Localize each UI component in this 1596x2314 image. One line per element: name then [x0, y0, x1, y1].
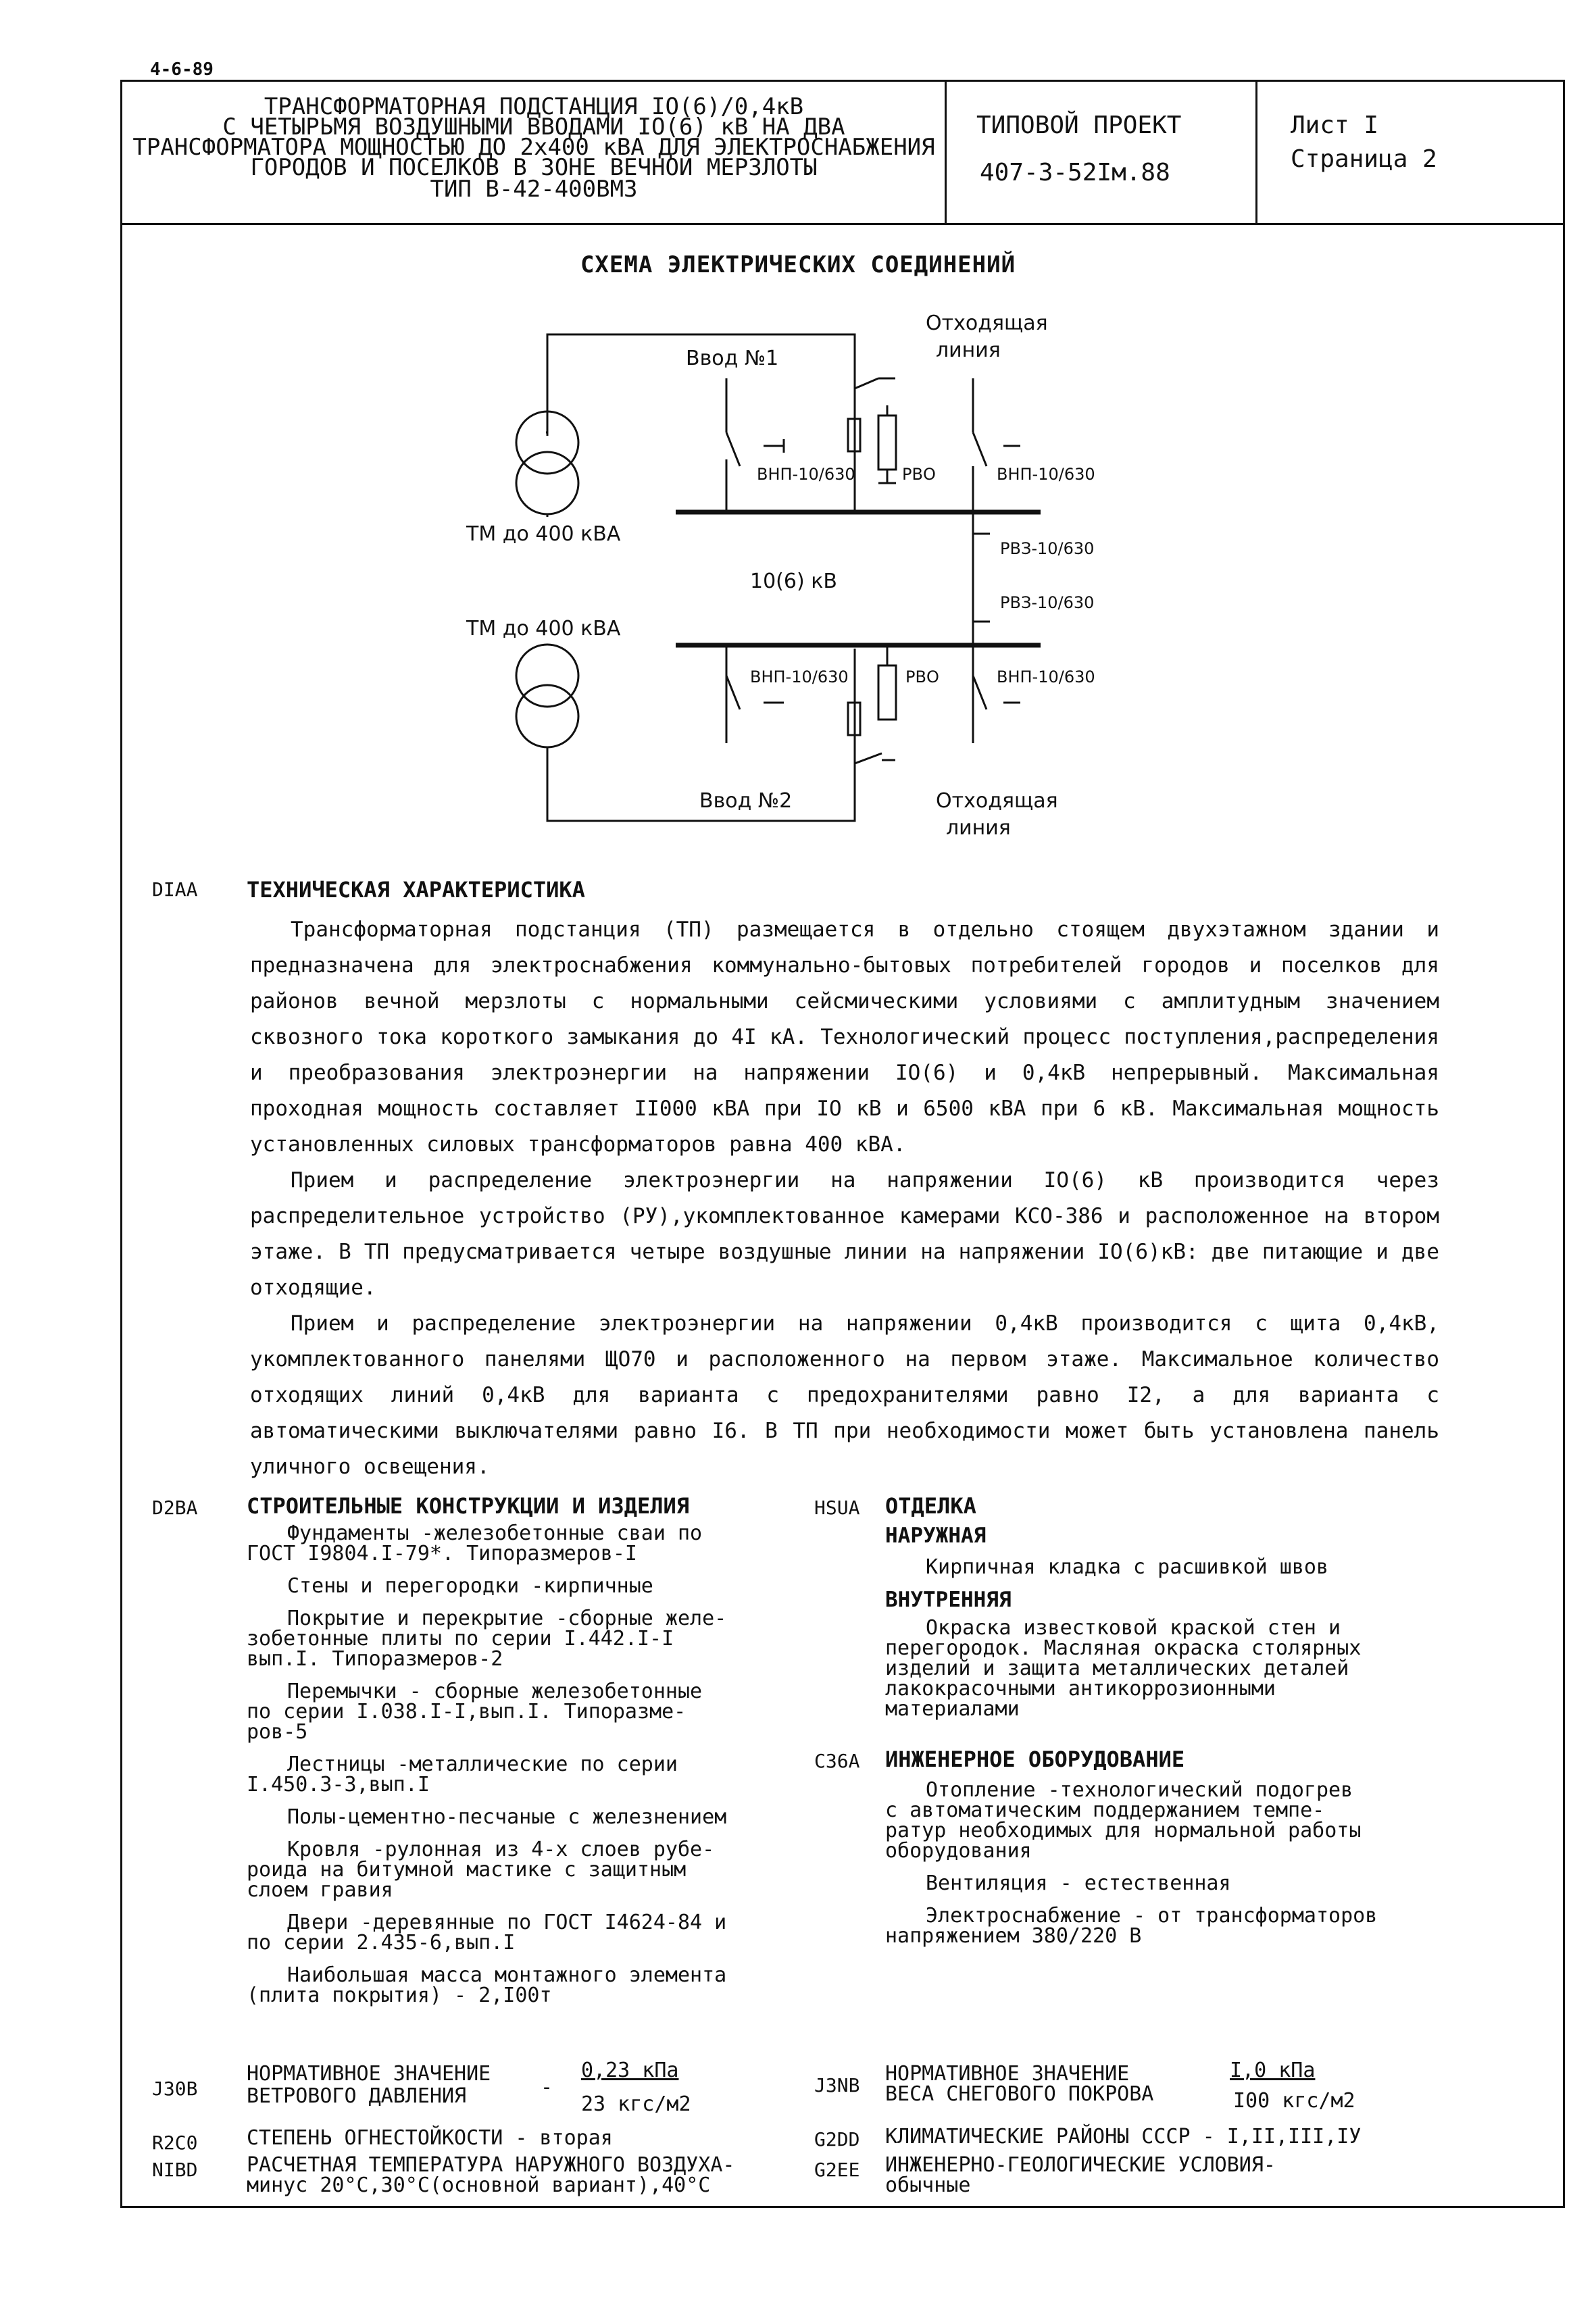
list-line: I.450.3-3,вып.I: [247, 1773, 430, 1796]
arrester-top: [878, 416, 896, 470]
list-item: [247, 1965, 814, 2006]
wind-value-kgs: 23 кгс/м2: [581, 2092, 691, 2116]
list-line: роида на битумной мастике с защитным: [247, 1858, 687, 1882]
list-item: [247, 1755, 814, 1795]
tech-description: [250, 912, 1439, 1485]
climate-code: G2DD: [814, 2128, 860, 2150]
list-item: [247, 1840, 814, 1901]
outgoing-line-top-2: линия: [936, 338, 1001, 362]
list-line: слоем гравия: [247, 1878, 393, 1902]
page-number: Страница 2: [1291, 145, 1437, 173]
title-line: ТРАНСФОРМАТОРНАЯ ПОДСТАНЦИЯ IO(6)/0,4кВ: [264, 93, 804, 120]
input-2-label: Ввод №2: [699, 789, 793, 813]
sheet-number: Лист I: [1291, 111, 1379, 139]
list-line: Двери -деревянные по ГОСТ I4624-84 и: [287, 1911, 727, 1934]
finishing-line: перегородок. Масляная окраска столярных: [885, 1636, 1362, 1660]
finishing-code: HSUA: [814, 1496, 860, 1519]
list-item: [885, 1873, 1493, 1894]
title-line: ГОРОДОВ И ПОСЕЛКОВ В ЗОНЕ ВЕЧНОЙ МЕРЗЛОТЫ: [250, 154, 818, 181]
list-line: ратур необходимых для нормальной работы: [885, 1819, 1362, 1842]
schema-heading: СХЕМА ЭЛЕКТРИЧЕСКИХ СОЕДИНЕНИЙ: [580, 251, 1016, 278]
finishing-line: лакокрасочными антикоррозионными: [885, 1677, 1276, 1701]
title-line: ТИП В-42-400ВМЗ: [430, 176, 638, 203]
disconnector-label: РВЗ-10/630: [1000, 539, 1095, 558]
construction-list: [247, 1521, 814, 2018]
snow-value-kgs: I00 кгс/м2: [1233, 2089, 1355, 2113]
switch-label: ВНП-10/630: [997, 465, 1095, 484]
engineering-list: [885, 1780, 1493, 1959]
engineering-code: C36A: [814, 1750, 860, 1772]
transformer-bottom-label: ТМ до 400 кВА: [466, 617, 621, 640]
transformer-top-winding-2: [516, 452, 578, 514]
list-line: Перемычки - сборные железобетонные: [287, 1680, 703, 1703]
transformer-bottom-winding-2: [516, 685, 578, 747]
project-code: 407-3-52Iм.88: [980, 159, 1170, 186]
geo-text: ИНЖЕНЕРНО-ГЕОЛОГИЧЕСКИЕ УСЛОВИЯ-: [885, 2153, 1276, 2177]
tech-title: ТЕХНИЧЕСКАЯ ХАРАКТЕРИСТИКА: [247, 877, 585, 903]
list-line: напряжением 380/220 В: [885, 1924, 1142, 1948]
title-line: ТРАНСФОРМАТОРА МОЩНОСТЬЮ ДО 2х400 кВА ДЛЯ ЭЛЕКТРОСНАБЖЕНИЯ: [132, 134, 935, 161]
list-line: ров-5: [247, 1720, 308, 1744]
list-line: Отопление -технологический подогрев: [926, 1778, 1353, 1802]
list-line: оборудования: [885, 1839, 1032, 1863]
tech-paragraph: Трансформаторная подстанция (ТП) размещается в отдельно стоящем двухэтажном здании и предназначена для электроснабжения коммунально-бытовых потребителей городов и поселков для районов вечной мерзлоты с нормальными сейсмическими условиями с амплитудным значением сквозного тока короткого замыкания до 4I кА. Технологический процесс поступления,распределения и преобразования электроэнергии на напряжении IO(6) и 0,4кВ непрерывный. Максимальная проходная мощность составляет II000 кВА при IO кВ и 6500 кВА при 6 кВ. Максимальная мощность установленных силовых трансформаторов равна 400 кВА.: [250, 917, 1439, 1157]
geo-text: обычные: [885, 2173, 971, 2197]
wind-dash: -: [541, 2076, 553, 2099]
list-line: по серии I.038.I-I,вып.I. Типоразме-: [247, 1700, 687, 1724]
list-line: Вентиляция - естественная: [926, 1871, 1231, 1895]
arrester-label: РВО: [905, 668, 939, 686]
temp-code: NIBD: [152, 2159, 198, 2181]
list-line: Кровля -рулонная из 4-х слоев рубе-: [287, 1838, 715, 1861]
arrester-bottom: [878, 665, 896, 720]
list-line: Стены и перегородки -кирпичные: [287, 1574, 653, 1598]
list-line: Полы-цементно-песчаные с железнением: [287, 1805, 727, 1829]
list-line: Лестницы -металлические по серии: [287, 1753, 678, 1776]
wind-value: 0,23 кПа: [581, 2059, 679, 2082]
switch-label: ВНП-10/630: [757, 465, 855, 484]
temp-text: минус 20°С,30°С(основной вариант),40°С: [247, 2173, 711, 2197]
switch-blade: [726, 432, 740, 466]
tech-code: DIAA: [152, 878, 198, 901]
list-item: [885, 1780, 1493, 1861]
finishing-outer-text: Кирпичная кладка с расшивкой швов: [926, 1555, 1329, 1579]
list-line: Фундаменты -железобетонные сваи по: [287, 1521, 703, 1545]
wind-code: J30B: [152, 2078, 198, 2100]
list-item: [247, 1807, 814, 1828]
project-label: ТИПОВОЙ ПРОЕКТ: [976, 111, 1182, 139]
tech-paragraph: Прием и распределение электроэнергии на напряжении IO(6) кВ производится через распределительное устройство (РУ),укомплектованное камерами КСО-386 и расположенное на втором этаже. В ТП предусматривается четыре воздушные линии на напряжении IO(6)кВ: две питающие и две отходящие.: [250, 1168, 1439, 1300]
list-item: [247, 1576, 814, 1596]
list-line: Покрытие и перекрытие -сборные желе-: [287, 1607, 727, 1630]
list-item: [247, 1609, 814, 1669]
input-1-label: Ввод №1: [686, 347, 779, 370]
list-item: [247, 1521, 814, 1565]
fire-code: R2C0: [152, 2132, 198, 2154]
wind-label: НОРМАТИВНОЕ ЗНАЧЕНИЕ: [247, 2062, 491, 2086]
outgoing-line-top-1: Отходящая: [926, 311, 1048, 335]
arrester-label: РВО: [902, 465, 936, 484]
construction-title: СТРОИТЕЛЬНЫЕ КОНСТРУКЦИИ И ИЗДЕЛИЯ: [247, 1493, 690, 1519]
list-line: вып.I. Типоразмеров-2: [247, 1647, 503, 1671]
wind-label: ВЕТРОВОГО ДАВЛЕНИЯ: [247, 2084, 467, 2108]
list-line: по серии 2.435-6,вып.I: [247, 1931, 516, 1955]
switch-label: ВНП-10/630: [997, 668, 1095, 686]
temp-text: РАСЧЕТНАЯ ТЕМПЕРАТУРА НАРУЖНОГО ВОЗДУХА-: [247, 2153, 735, 2177]
finishing-inner-text: [885, 1618, 1493, 1719]
snow-code: J3NB: [814, 2074, 860, 2096]
transformer-bottom-winding-1: [516, 645, 578, 707]
finishing-line: Окраска известковой краской стен и: [926, 1616, 1341, 1640]
header-separator-1: [945, 80, 947, 224]
snow-label: НОРМАТИВНОЕ ЗНАЧЕНИЕ: [885, 2062, 1130, 2086]
construction-code: D2BA: [152, 1496, 198, 1519]
tech-paragraph: Прием и распределение электроэнергии на напряжении 0,4кВ производится с щита 0,4кВ, укомплектованного панелями ЩО70 и расположенного на первом этаже. Максимальное количество отходящих линий 0,4кВ для варианта с предохранителями равно I2, а для варианта с автоматическими выключателями равно I6. В ТП при необходимости может быть установлена панель уличного освещения.: [250, 1311, 1439, 1479]
finishing-inner-label: ВНУТРЕННЯЯ: [885, 1588, 1012, 1612]
list-line: с автоматическим поддержанием темпе-: [885, 1799, 1325, 1822]
list-item: [247, 1682, 814, 1742]
list-line: ГОСТ I9804.I-79*. Типоразмеров-I: [247, 1542, 637, 1565]
transformer-top-label: ТМ до 400 кВА: [466, 522, 621, 546]
snow-label: ВЕСА СНЕГОВОГО ПОКРОВА: [885, 2082, 1154, 2106]
list-item: [885, 1906, 1493, 1946]
geo-code: G2EE: [814, 2159, 860, 2181]
finishing-outer-label: НАРУЖНАЯ: [885, 1524, 987, 1548]
engineering-title: ИНЖЕНЕРНОЕ ОБОРУДОВАНИЕ: [885, 1746, 1185, 1772]
finishing-line: материалами: [885, 1697, 1020, 1721]
snow-value: I,0 кПа: [1230, 2059, 1316, 2082]
header-divider: [120, 223, 1565, 225]
climate-text: КЛИМАТИЧЕСКИЕ РАЙОНЫ СССР - I,II,III,IУ: [885, 2125, 1362, 2148]
title-line: С ЧЕТЫРЬМЯ ВОЗДУШНЫМИ ВВОДАМИ IO(6) кВ НА ДВА: [222, 114, 845, 141]
fire-text: СТЕПЕНЬ ОГНЕСТОЙКОСТИ - вторая: [247, 2126, 613, 2150]
header-separator-2: [1255, 80, 1257, 224]
corner-code: 4-6-89: [150, 59, 214, 80]
list-line: (плита покрытия) - 2,I00т: [247, 1984, 552, 2007]
outgoing-line-bottom-2: линия: [946, 816, 1011, 840]
list-line: Электроснабжение - от трансформаторов: [926, 1904, 1378, 1928]
outgoing-line-bottom-1: Отходящая: [936, 789, 1058, 813]
voltage-label: 10(6) кВ: [750, 570, 837, 593]
electrical-diagram: [0, 297, 1596, 851]
list-item: [247, 1913, 814, 1953]
list-line: зобетонные плиты по серии I.442.I-I: [247, 1627, 674, 1651]
list-line: Наибольшая масса монтажного элемента: [287, 1963, 727, 1987]
finishing-line: изделий и защита металлических деталей: [885, 1657, 1349, 1680]
disconnector-label: РВЗ-10/630: [1000, 593, 1095, 612]
switch-label: ВНП-10/630: [750, 668, 849, 686]
finishing-title: ОТДЕЛКА: [885, 1493, 976, 1519]
